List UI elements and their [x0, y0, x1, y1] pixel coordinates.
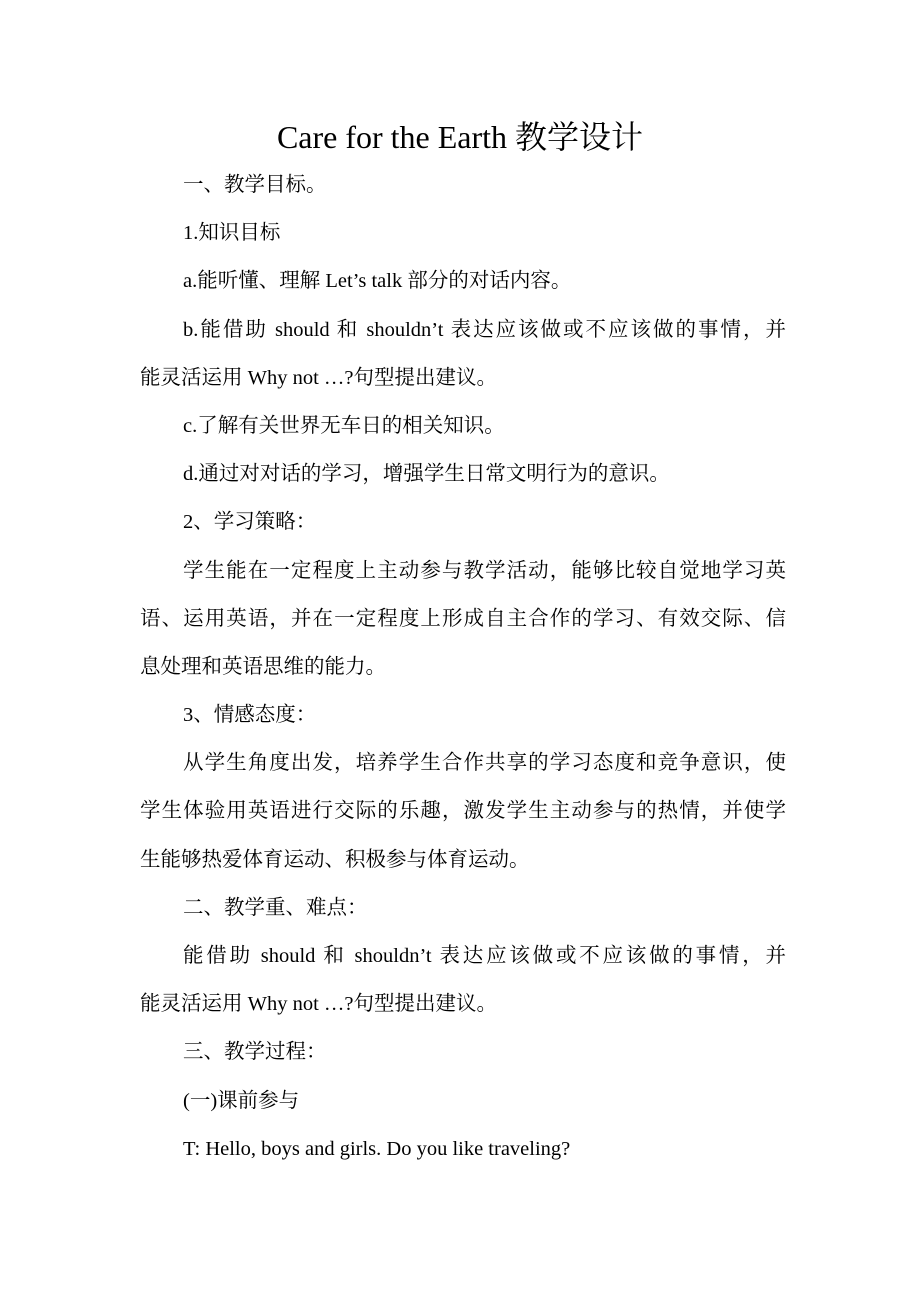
- subsection-heading: 2、学习策略：: [183, 511, 317, 534]
- paragraph-line: a.能听懂、理解 Let’s talk 部分的对话内容。: [183, 270, 572, 293]
- paragraph-line: 学生体验用英语进行交际的乐趣，激发学生主动参与的热情，并使学: [140, 800, 786, 823]
- paragraph-line: d.通过对对话的学习，增强学生日常文明行为的意识。: [183, 463, 670, 486]
- paragraph-line: 从学生角度出发，培养学生合作共享的学习态度和竞争意识，使: [183, 752, 786, 775]
- subsection-heading: 3、情感态度：: [183, 704, 317, 727]
- section-heading: 一、教学目标。: [183, 174, 327, 196]
- paragraph-line: 生能够热爱体育运动、积极参与体育运动。: [140, 848, 530, 871]
- subsection-heading: 1.知识目标: [183, 222, 281, 245]
- document-title: Care for the Earth 教学设计: [276, 119, 644, 155]
- paragraph-line: T: Hello, boys and girls. Do you like traveling?: [183, 1137, 571, 1160]
- paragraph-line: 能灵活运用 Why not …?句型提出建议。: [140, 366, 498, 389]
- paragraph-line: 能借助 should 和 shouldn’t 表达应该做或不应该做的事情，并: [183, 945, 786, 967]
- paragraph-line: 学生能在一定程度上主动参与教学活动，能够比较自觉地学习英: [183, 559, 786, 582]
- subsection-heading: (一)课前参与: [183, 1089, 300, 1112]
- document-body: [140, 168, 786, 1180]
- paragraph-line: 能灵活运用 Why not …?句型提出建议。: [140, 993, 498, 1016]
- paragraph-line: 息处理和英语思维的能力。: [140, 655, 386, 678]
- section-heading: 二、教学重、难点：: [183, 896, 368, 919]
- section-heading: 三、教学过程：: [183, 1041, 327, 1064]
- paragraph-line: 语、运用英语，并在一定程度上形成自主合作的学习、有效交际、信: [140, 607, 786, 630]
- paragraph-line: c.了解有关世界无车日的相关知识。: [183, 414, 505, 437]
- paragraph-line: b.能借助 should 和 shouldn’t 表达应该做或不应该做的事情，并: [183, 318, 786, 341]
